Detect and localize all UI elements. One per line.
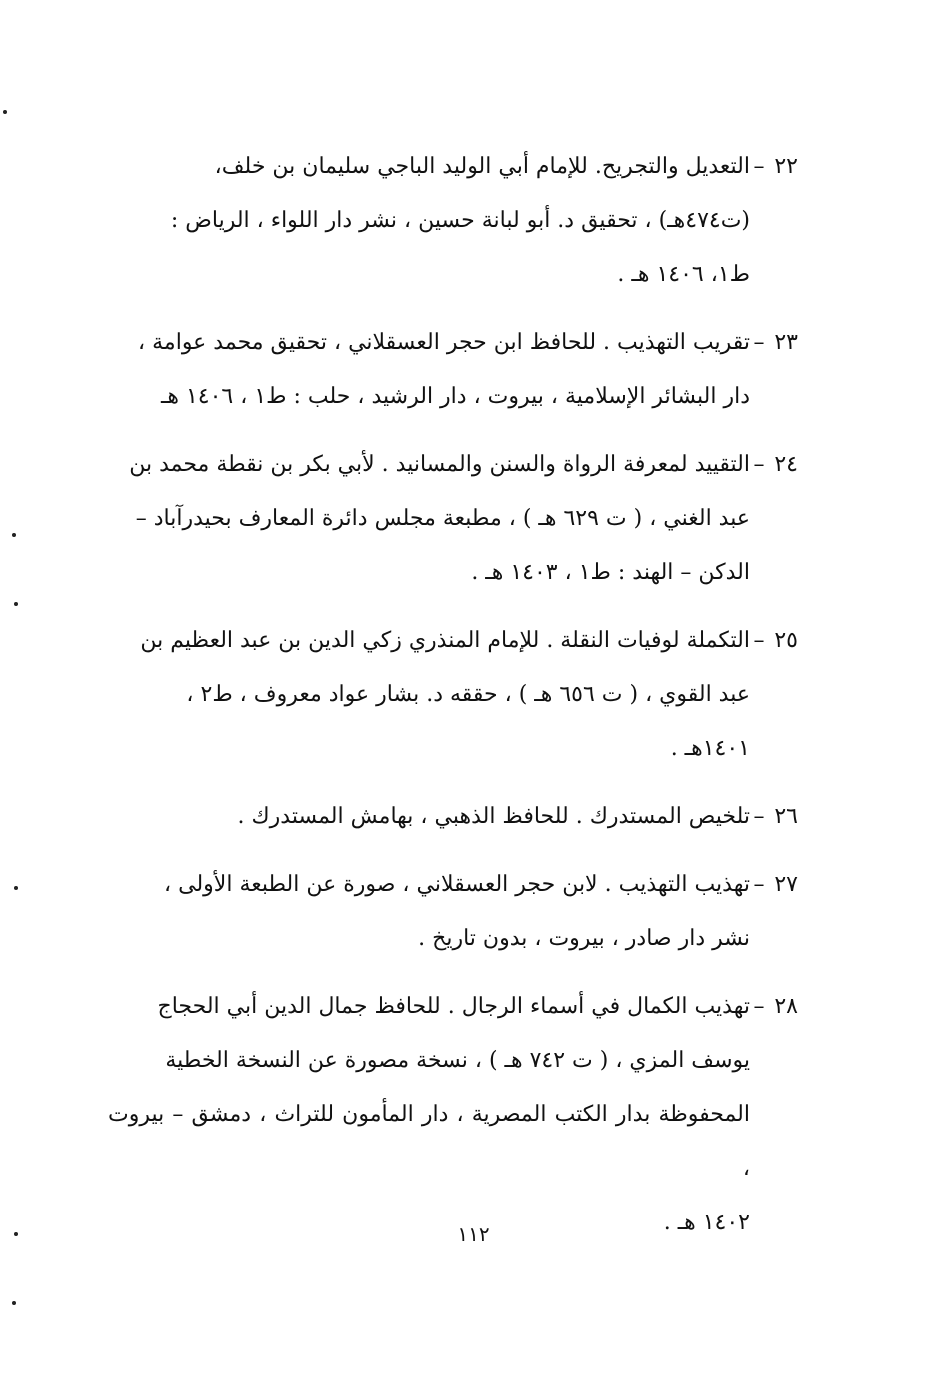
entry-line: نشر دار صادر ، بيروت ، بدون تاريخ .: [418, 926, 750, 951]
entry-dash: –: [753, 330, 765, 355]
bibliography-entry-24: [108, 438, 798, 600]
entry-line: يوسف المزي ، ( ت ٧٤٢ هـ ) ، نسخة مصورة عن النسخة الخطية: [165, 1048, 750, 1073]
scan-speck: [12, 1301, 16, 1305]
entry-dash: –: [753, 154, 765, 179]
entry-line: ط١، ١٤٠٦ هـ .: [617, 262, 750, 287]
entry-number: ٢٢: [774, 154, 798, 179]
entry-line: التعديل والتجريح. للإمام أبي الوليد الباجي سليمان بن خلف،: [214, 154, 750, 179]
entry-text: [108, 858, 750, 966]
entry-number: ٢٣: [774, 330, 798, 355]
bibliography-entry-23: [108, 316, 798, 424]
entry-dash: –: [753, 994, 765, 1019]
scan-speck: [12, 533, 16, 537]
entry-dash: –: [753, 804, 765, 829]
scan-speck: [3, 110, 7, 114]
entry-text: [108, 614, 750, 776]
bibliography-entry-25: [108, 614, 798, 776]
scan-speck: [14, 602, 18, 606]
entry-number: ٢٨: [774, 994, 798, 1019]
entry-dash: –: [753, 452, 765, 477]
entry-line: ١٤٠٢ هـ .: [663, 1210, 750, 1235]
entry-dash: –: [753, 628, 765, 653]
entry-line: التقييد لمعرفة الرواة والسنن والمسانيد . لأبي بكر بن نقطة محمد بن: [129, 452, 750, 477]
bibliography-entry-27: [108, 858, 798, 966]
entry-line: تهذيب التهذيب . لابن حجر العسقلاني ، صورة عن الطبعة الأولى ،: [164, 872, 750, 897]
entry-line: تقريب التهذيب . للحافظ ابن حجر العسقلاني ، تحقيق محمد عوامة ،: [138, 330, 750, 355]
entry-line: دار البشائر الإسلامية ، بيروت ، دار الرشيد ، حلب : ط١ ، ١٤٠٦ هـ: [160, 384, 750, 409]
entry-number: ٢٤: [774, 452, 798, 477]
page-number: ١١٢: [457, 1222, 490, 1246]
entry-text: [108, 438, 750, 600]
entry-number: ٢٥: [774, 628, 798, 653]
entry-text: [108, 140, 750, 302]
bibliography-entry-26: [108, 790, 798, 844]
entry-text: [108, 790, 750, 844]
entry-line: (ت٤٧٤هـ) ، تحقيق د. أبو لبانة حسين ، نشر دار اللواء ، الرياض :: [170, 208, 750, 233]
entry-line: تلخيص المستدرك . للحافظ الذهبي ، بهامش المستدرك .: [237, 804, 750, 829]
scan-speck: [14, 886, 18, 890]
entry-text: [108, 316, 750, 424]
entry-number: ٢٦: [774, 804, 798, 829]
scan-speck: [14, 1232, 18, 1236]
entry-line: ١٤٠١هـ .: [670, 736, 750, 761]
bibliography-list: [108, 140, 798, 1264]
entry-line: الدكن – الهند : ط١ ، ١٤٠٣ هـ .: [471, 560, 750, 585]
entry-line: عبد القوي ، ( ت ٦٥٦ هـ ) ، حققه د. بشار عواد معروف ، ط٢ ،: [186, 682, 750, 707]
entry-dash: –: [753, 872, 765, 897]
entry-text: [108, 980, 750, 1250]
entry-line: عبد الغني ، ( ت ٦٢٩ هـ ) ، مطبعة مجلس دائرة المعارف بحيدرآباد –: [135, 506, 750, 531]
bibliography-entry-28: [108, 980, 798, 1250]
entry-line: المحفوظة بدار الكتب المصرية ، دار المأمون للتراث ، دمشق – بيروت ،: [108, 1102, 750, 1181]
bibliography-entry-22: [108, 140, 798, 302]
entry-line: التكملة لوفيات النقلة . للإمام المنذري زكي الدين بن عبد العظيم بن: [140, 628, 750, 653]
entry-number: ٢٧: [774, 872, 798, 897]
entry-line: تهذيب الكمال في أسماء الرجال . للحافظ جمال الدين أبي الحجاج: [157, 994, 750, 1019]
